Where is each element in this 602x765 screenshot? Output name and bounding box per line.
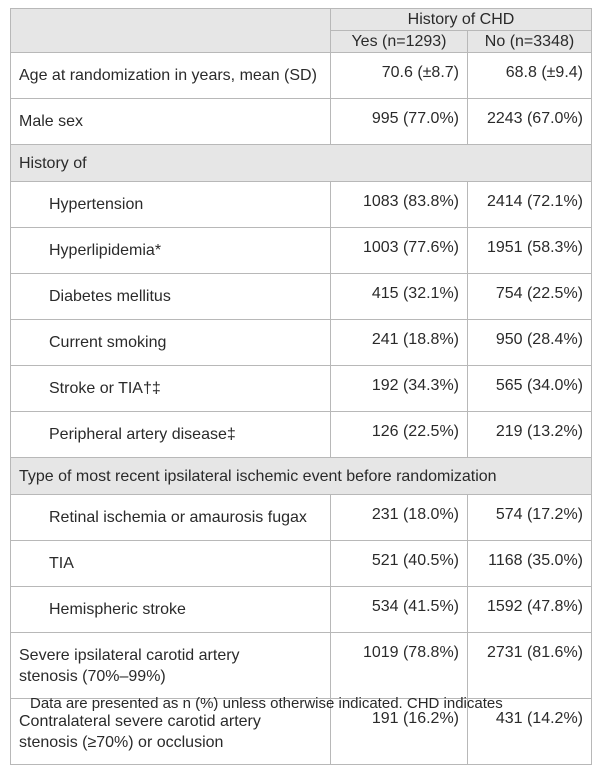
cell-no: 574 (17.2%) (468, 495, 592, 541)
row-label: Diabetes mellitus (11, 274, 331, 320)
table-footnote: Data are presented as n (%) unless otherwise indicated. CHD indicates (30, 695, 503, 712)
cell-no: 1592 (47.8%) (468, 587, 592, 633)
cell-yes: 70.6 (±8.7) (331, 53, 468, 99)
header-col-yes: Yes (n=1293) (331, 31, 468, 53)
cell-no: 1168 (35.0%) (468, 541, 592, 587)
table-row (11, 366, 592, 412)
row-label-line: stenosis (≥70%) or occlusion (19, 733, 224, 751)
header-group-label: History of CHD (331, 9, 592, 31)
cell-yes: 521 (40.5%) (331, 541, 468, 587)
cell-yes: 415 (32.1%) (331, 274, 468, 320)
section-label: History of (11, 145, 592, 182)
row-label: Hypertension (11, 182, 331, 228)
section-label: Type of most recent ipsilateral ischemic event before randomization (11, 458, 592, 495)
row-label: Retinal ischemia or amaurosis fugax (11, 495, 331, 541)
table-row (11, 99, 592, 145)
cell-no: 565 (34.0%) (468, 366, 592, 412)
cell-yes: 1019 (78.8%) (331, 633, 468, 699)
table-row (11, 53, 592, 99)
cell-yes: 191 (16.2%) (331, 699, 468, 765)
baseline-characteristics-table (10, 8, 592, 765)
cell-no: 1951 (58.3%) (468, 228, 592, 274)
cell-yes: 241 (18.8%) (331, 320, 468, 366)
cell-yes: 192 (34.3%) (331, 366, 468, 412)
row-label-line: stenosis (70%–99%) (19, 667, 166, 685)
cell-yes: 1083 (83.8%) (331, 182, 468, 228)
cell-no: 2414 (72.1%) (468, 182, 592, 228)
table-row (11, 412, 592, 458)
table-row (11, 320, 592, 366)
row-label: Peripheral artery disease‡ (11, 412, 331, 458)
row-label: Hyperlipidemia* (11, 228, 331, 274)
row-label: Age at randomization in years, mean (SD) (11, 53, 331, 99)
section-header-event (11, 458, 592, 495)
row-label: Male sex (11, 99, 331, 145)
cell-no: 219 (13.2%) (468, 412, 592, 458)
cell-yes: 1003 (77.6%) (331, 228, 468, 274)
row-label: Current smoking (11, 320, 331, 366)
table-row (11, 587, 592, 633)
row-label (11, 633, 331, 699)
header-col-no: No (n=3348) (468, 31, 592, 53)
table-row (11, 182, 592, 228)
cell-no: 950 (28.4%) (468, 320, 592, 366)
cell-yes: 231 (18.0%) (331, 495, 468, 541)
cell-no: 754 (22.5%) (468, 274, 592, 320)
cell-yes: 534 (41.5%) (331, 587, 468, 633)
header-empty-cell (11, 9, 331, 53)
table-row (11, 541, 592, 587)
cell-no: 2731 (81.6%) (468, 633, 592, 699)
section-header-history (11, 145, 592, 182)
table-row (11, 228, 592, 274)
cell-yes: 995 (77.0%) (331, 99, 468, 145)
table-row (11, 633, 592, 699)
cell-yes: 126 (22.5%) (331, 412, 468, 458)
cell-no: 68.8 (±9.4) (468, 53, 592, 99)
cell-no: 2243 (67.0%) (468, 99, 592, 145)
cell-no: 431 (14.2%) (468, 699, 592, 765)
row-label-line: Severe ipsilateral carotid artery (19, 646, 240, 664)
table-row (11, 495, 592, 541)
table-row (11, 274, 592, 320)
row-label: Stroke or TIA†‡ (11, 366, 331, 412)
row-label: TIA (11, 541, 331, 587)
row-label-line: Contralateral severe carotid artery (19, 712, 261, 730)
row-label: Hemispheric stroke (11, 587, 331, 633)
